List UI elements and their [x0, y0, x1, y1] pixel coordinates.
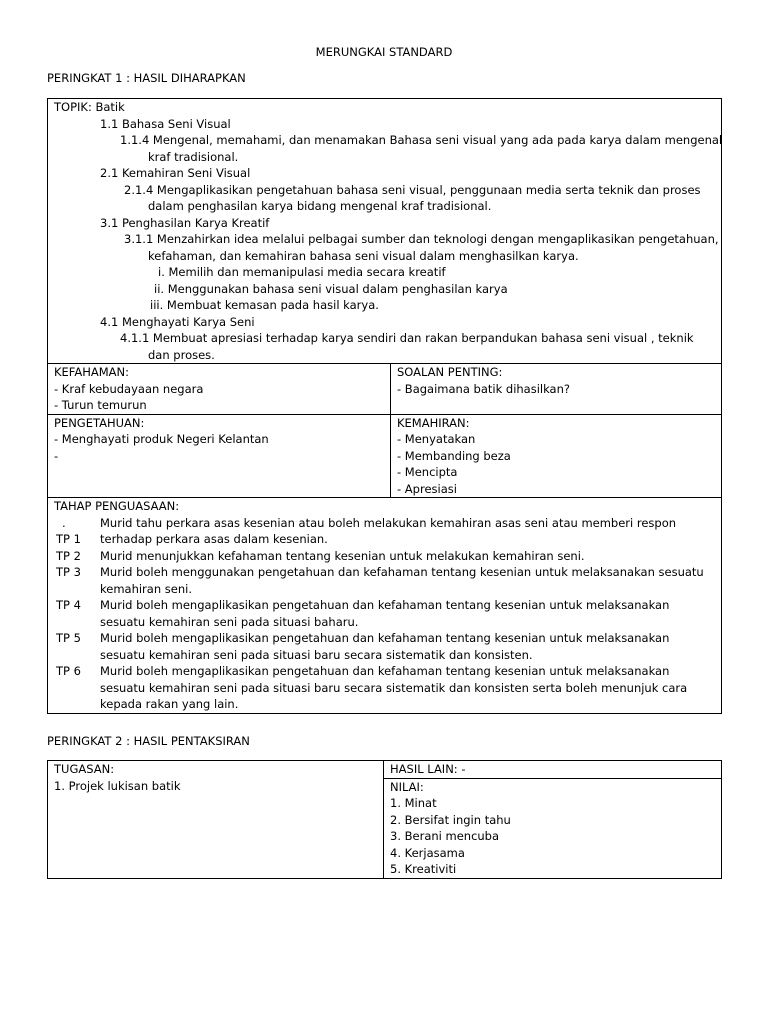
assessment-table [47, 760, 722, 879]
nilai-item: 5. Kreativiti [390, 862, 457, 876]
tahap-row-item [54, 680, 721, 697]
tp-label: TP 5 [56, 631, 81, 645]
tp-label [54, 647, 100, 664]
topic-line: 4.1.1 Membuat apresiasi terhadap karya sendiri dan rakan berpandukan bahasa seni visual , teknik [120, 331, 694, 345]
tp-label [54, 680, 100, 697]
topic-line: iii. Membuat kemasan pada hasil karya. [150, 298, 379, 312]
kemahiran-label: KEMAHIRAN: [397, 415, 470, 430]
topic-line: dan proses. [148, 347, 215, 362]
tahap-row-item [54, 647, 721, 664]
tp-text: terhadap perkara asas dalam kesenian. [100, 532, 328, 546]
kefahaman-cell [48, 364, 391, 415]
pengetahuan-row [48, 414, 722, 498]
nilai-item: 4. Kerjasama [390, 845, 465, 860]
nilai-item: 2. Bersifat ingin tahu [390, 812, 511, 827]
topic-cell [48, 99, 722, 364]
tp-label: TP 2 [56, 548, 81, 563]
topic-line: kefahaman, dan kemahiran bahasa seni visual dalam menghasilkan karya. [148, 248, 579, 263]
topic-line: 1.1 Bahasa Seni Visual [100, 116, 231, 131]
tp-label: TP 1 [56, 532, 81, 546]
expected-outcomes-table [47, 98, 722, 714]
assessment-header-row [48, 761, 722, 779]
pengetahuan-cell [48, 414, 391, 498]
tp-label [54, 696, 100, 713]
document-title: MERUNGKAI STANDARD [315, 45, 453, 59]
topic-line: dalam penghasilan karya bidang mengenal kraf tradisional. [148, 199, 492, 213]
topic-line: ii. Menggunakan bahasa seni visual dalam penghasilan karya [154, 281, 508, 296]
topic-line: i. Memilih dan memanipulasi media secara kreatif [158, 265, 446, 279]
kefahaman-item: - Turun temurun [54, 398, 147, 412]
tp-label [54, 614, 100, 631]
tahap-row-item [54, 696, 721, 713]
tugasan-label: TUGASAN: [54, 762, 115, 776]
tahap-row-item [54, 597, 721, 614]
tp-text: sesuatu kemahiran seni pada situasi baru secara sistematik dan konsisten. [100, 647, 533, 662]
tp-text: kepada rakan yang lain. [100, 697, 239, 711]
section2-heading: PERINGKAT 2 : HASIL PENTAKSIRAN [47, 734, 250, 748]
tahap-row [48, 498, 722, 714]
pengetahuan-item: - [54, 448, 59, 463]
kefahaman-label: KEFAHAMAN: [54, 365, 130, 379]
topic-line: 2.1.4 Mengaplikasikan pengetahuan bahasa seni visual, penggunaan media serta teknik dan proses [124, 182, 701, 197]
topic-line: 1.1.4 Mengenal, memahami, dan menamakan Bahasa seni visual yang ada pada karya dalam mengenal [120, 133, 723, 147]
topic-line: 4.1 Menghayati Karya Seni [100, 314, 255, 329]
kefahaman-row [48, 364, 722, 415]
pengetahuan-item: - Menghayati produk Negeri Kelantan [54, 432, 269, 446]
soalan-item: - Bagaimana batik dihasilkan? [397, 381, 570, 396]
tugasan-cell [48, 761, 384, 879]
tahap-cell [48, 498, 722, 714]
tp-text: Murid tahu perkara asas kesenian atau boleh melakukan kemahiran asas seni atau memberi respon [100, 515, 677, 530]
tahap-label: TAHAP PENGUASAAN: [54, 499, 180, 513]
tugasan-item: 1. Projek lukisan batik [54, 778, 181, 793]
nilai-item: 1. Minat [390, 796, 437, 810]
tp-text: kemahiran seni. [100, 581, 192, 596]
tp-text: Murid boleh mengaplikasikan pengetahuan dan kefahaman tentang kesenian untuk melaksanakan [100, 598, 670, 612]
tahap-row-item [54, 564, 721, 581]
tp-label: TP 4 [56, 598, 81, 612]
tahap-row-item [54, 630, 721, 647]
tp-text: Murid boleh mengaplikasikan pengetahuan dan kefahaman tentang kesenian untuk melaksanakan [100, 664, 670, 678]
pengetahuan-label: PENGETAHUAN: [54, 415, 145, 430]
tp-text: sesuatu kemahiran seni pada situasi baharu. [100, 614, 359, 629]
hasil-lain-cell [384, 761, 722, 779]
nilai-item: 3. Berani mencuba [390, 829, 500, 843]
kemahiran-item: - Membanding beza [397, 448, 511, 463]
tp-text: Murid menunjukkan kefahaman tentang kesenian untuk melakukan kemahiran seni. [100, 548, 585, 563]
topic-line: 3.1.1 Menzahirkan idea melalui pelbagai sumber dan teknologi dengan mengaplikasikan pengetahuan, [124, 232, 719, 246]
tp-text: sesuatu kemahiran seni pada situasi baru secara sistematik dan konsisten serta boleh menunjuk cara [100, 680, 688, 695]
section1-heading: PERINGKAT 1 : HASIL DIHARAPKAN [47, 71, 246, 85]
topic-line: 2.1 Kemahiran Seni Visual [100, 166, 251, 180]
nilai-label: NILAI: [390, 779, 424, 794]
tp-label: TP 3 [56, 565, 81, 579]
topic-label: TOPIK: Batik [54, 100, 125, 114]
nilai-cell [384, 778, 722, 878]
tp-label: TP 6 [56, 664, 81, 678]
kemahiran-item: - Mencipta [397, 465, 458, 479]
soalan-label: SOALAN PENTING: [397, 365, 503, 379]
tp-label: . [62, 515, 66, 530]
tp-label [54, 581, 100, 598]
topic-line: kraf tradisional. [148, 149, 239, 164]
kemahiran-cell [391, 414, 722, 498]
kemahiran-item: - Apresiasi [397, 481, 457, 496]
hasil-lain-label: HASIL LAIN: - [390, 762, 466, 776]
kefahaman-item: - Kraf kebudayaan negara [54, 381, 204, 396]
kemahiran-item: - Menyatakan [397, 432, 476, 446]
tp-text: Murid boleh menggunakan pengetahuan dan kefahaman tentang kesenian untuk melaksanakan sesuatu [100, 565, 704, 579]
tahap-row-item [54, 515, 721, 532]
tahap-row-item [54, 614, 721, 631]
tahap-row-item [54, 548, 721, 565]
tahap-row-item [54, 581, 721, 598]
topic-line: 3.1 Penghasilan Karya Kreatif [100, 215, 270, 230]
tahap-row-item [54, 663, 721, 680]
tp-text: Murid boleh mengaplikasikan pengetahuan dan kefahaman tentang kesenian untuk melaksanakan [100, 631, 670, 645]
soalan-cell [391, 364, 722, 415]
tahap-row-item [54, 531, 721, 548]
topic-row [48, 99, 722, 364]
